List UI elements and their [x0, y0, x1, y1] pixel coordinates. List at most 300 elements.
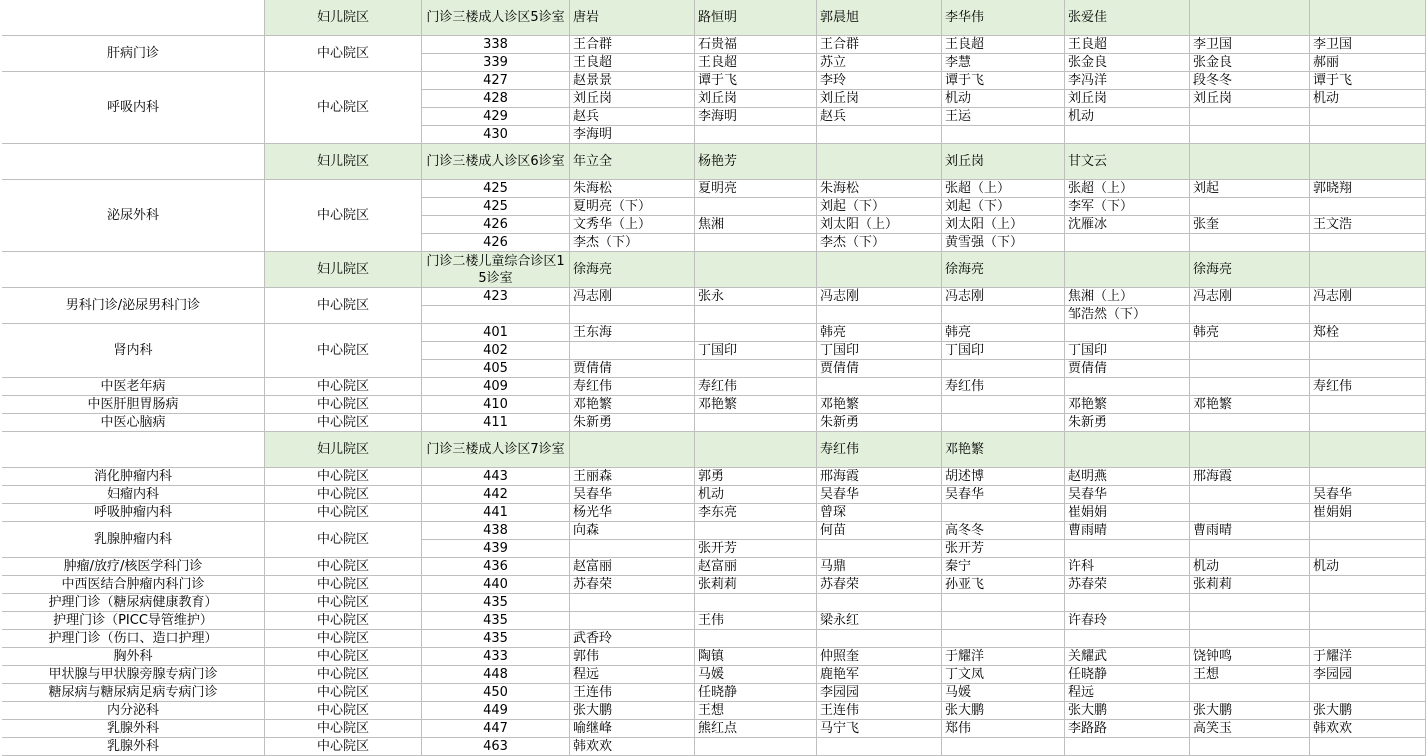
doctor-cell: 饶钟鸣 — [1190, 648, 1310, 666]
doctor-cell — [1065, 630, 1190, 648]
doctor-cell: 冯志刚 — [817, 288, 942, 306]
doctor-cell: 邓艳繁 — [1065, 396, 1190, 414]
doctor-cell — [1310, 126, 1426, 144]
doctor-cell — [695, 522, 817, 540]
doctor-cell: 于耀洋 — [942, 648, 1065, 666]
department-cell: 中西医结合肿瘤内科门诊 — [2, 576, 265, 594]
doctor-cell — [1065, 324, 1190, 342]
doctor-cell — [942, 504, 1065, 522]
doctor-cell: 邢海霞 — [817, 468, 942, 486]
doctor-cell: 李路路 — [1065, 720, 1190, 738]
doctor-cell: 丁国印 — [942, 342, 1065, 360]
doctor-cell: 朱海松 — [570, 180, 695, 198]
doctor-cell — [695, 324, 817, 342]
campus-cell: 中心院区 — [265, 666, 422, 684]
doctor-cell — [1310, 108, 1426, 126]
doctor-cell — [817, 252, 942, 288]
doctor-cell: 丁国印 — [1065, 342, 1190, 360]
department-cell: 护理门诊（PICC导管维护） — [2, 612, 265, 630]
doctor-cell: 许春玲 — [1065, 612, 1190, 630]
campus-cell: 中心院区 — [265, 72, 422, 144]
doctor-cell: 韩亮 — [817, 324, 942, 342]
doctor-cell — [695, 594, 817, 612]
doctor-cell — [942, 306, 1065, 324]
doctor-cell: 张莉莉 — [695, 576, 817, 594]
doctor-cell: 王连伟 — [817, 702, 942, 720]
room-cell: 410 — [422, 396, 570, 414]
room-cell: 441 — [422, 504, 570, 522]
doctor-cell: 寿红伟 — [695, 378, 817, 396]
doctor-cell: 于耀洋 — [1310, 648, 1426, 666]
doctor-cell — [1190, 504, 1310, 522]
doctor-cell: 谭于飞 — [695, 72, 817, 90]
department-cell: 护理门诊（糖尿病健康教育） — [2, 594, 265, 612]
campus-cell: 中心院区 — [265, 414, 422, 432]
room-cell: 425 — [422, 198, 570, 216]
doctor-cell: 张金良 — [1065, 54, 1190, 72]
doctor-cell: 唐岩 — [570, 0, 695, 36]
doctor-cell: 王伟 — [695, 612, 817, 630]
campus-cell: 中心院区 — [265, 684, 422, 702]
doctor-cell — [817, 144, 942, 180]
room-cell: 339 — [422, 54, 570, 72]
doctor-cell: 贾倩倩 — [1065, 360, 1190, 378]
doctor-cell — [1310, 684, 1426, 702]
campus-cell: 中心院区 — [265, 468, 422, 486]
department-cell — [2, 432, 265, 468]
doctor-cell: 苏春荣 — [570, 576, 695, 594]
room-cell: 450 — [422, 684, 570, 702]
campus-cell: 中心院区 — [265, 486, 422, 504]
doctor-cell: 机动 — [1310, 558, 1426, 576]
room-cell: 428 — [422, 90, 570, 108]
campus-cell: 中心院区 — [265, 576, 422, 594]
doctor-cell: 韩亮 — [1190, 324, 1310, 342]
doctor-cell: 贾倩倩 — [817, 360, 942, 378]
doctor-cell: 石贵福 — [695, 36, 817, 54]
doctor-cell — [942, 594, 1065, 612]
doctor-cell: 夏明亮 — [695, 180, 817, 198]
doctor-cell — [570, 306, 695, 324]
room-cell: 433 — [422, 648, 570, 666]
doctor-cell — [695, 252, 817, 288]
doctor-cell: 赵景景 — [570, 72, 695, 90]
doctor-cell: 梁永红 — [817, 612, 942, 630]
department-cell — [2, 252, 265, 288]
doctor-cell: 马媛 — [695, 666, 817, 684]
room-cell: 411 — [422, 414, 570, 432]
doctor-cell — [1310, 630, 1426, 648]
doctor-cell: 郑伟 — [942, 720, 1065, 738]
doctor-cell — [1190, 432, 1310, 468]
doctor-cell — [695, 234, 817, 252]
doctor-cell: 冯志刚 — [570, 288, 695, 306]
doctor-cell — [1065, 540, 1190, 558]
department-cell: 胸外科 — [2, 648, 265, 666]
doctor-cell: 李园园 — [817, 684, 942, 702]
campus-cell: 中心院区 — [265, 612, 422, 630]
doctor-cell: 张金良 — [1190, 54, 1310, 72]
doctor-cell: 机动 — [1310, 90, 1426, 108]
department-cell: 肿瘤/放疗/核医学科门诊 — [2, 558, 265, 576]
doctor-cell: 刘丘岗 — [942, 144, 1065, 180]
doctor-cell: 张超（上） — [942, 180, 1065, 198]
doctor-cell: 焦湘（上） — [1065, 288, 1190, 306]
room-cell: 429 — [422, 108, 570, 126]
doctor-cell: 熊红点 — [695, 720, 817, 738]
doctor-cell: 吴春华 — [942, 486, 1065, 504]
campus-cell: 妇儿院区 — [265, 144, 422, 180]
doctor-cell — [1190, 414, 1310, 432]
doctor-cell: 韩亮 — [942, 324, 1065, 342]
doctor-cell: 王良超 — [570, 54, 695, 72]
department-cell: 糖尿病与糖尿病足病专病门诊 — [2, 684, 265, 702]
department-cell: 中医心脑病 — [2, 414, 265, 432]
doctor-cell: 曹雨晴 — [1190, 522, 1310, 540]
doctor-cell: 张大鹏 — [1310, 702, 1426, 720]
doctor-cell: 崔娟娟 — [1065, 504, 1190, 522]
campus-cell: 妇儿院区 — [265, 432, 422, 468]
doctor-cell: 苏春荣 — [817, 576, 942, 594]
doctor-cell: 赵富丽 — [695, 558, 817, 576]
doctor-cell: 高笑玉 — [1190, 720, 1310, 738]
doctor-cell: 机动 — [1065, 108, 1190, 126]
doctor-cell: 曾琛 — [817, 504, 942, 522]
room-cell: 401 — [422, 324, 570, 342]
doctor-cell: 张大鹏 — [1065, 702, 1190, 720]
doctor-cell: 任晓静 — [695, 684, 817, 702]
doctor-cell: 丁国印 — [817, 342, 942, 360]
campus-cell: 中心院区 — [265, 180, 422, 252]
department-cell: 中医老年病 — [2, 378, 265, 396]
doctor-cell: 马宁飞 — [817, 720, 942, 738]
doctor-cell: 寿红伟 — [570, 378, 695, 396]
doctor-cell: 张超（上） — [1065, 180, 1190, 198]
doctor-cell — [1190, 540, 1310, 558]
doctor-cell — [1190, 612, 1310, 630]
doctor-cell: 郝丽 — [1310, 54, 1426, 72]
doctor-cell: 秦宁 — [942, 558, 1065, 576]
doctor-cell: 程远 — [1065, 684, 1190, 702]
campus-cell: 中心院区 — [265, 36, 422, 72]
doctor-cell: 王丽森 — [570, 468, 695, 486]
campus-cell: 中心院区 — [265, 396, 422, 414]
doctor-cell: 郭晓翔 — [1310, 180, 1426, 198]
doctor-cell — [942, 396, 1065, 414]
department-cell: 消化肿瘤内科 — [2, 468, 265, 486]
room-cell: 463 — [422, 738, 570, 756]
doctor-cell — [1190, 306, 1310, 324]
department-cell: 肾内科 — [2, 324, 265, 378]
campus-cell: 中心院区 — [265, 594, 422, 612]
doctor-cell — [1310, 594, 1426, 612]
doctor-cell: 邓艳繁 — [942, 432, 1065, 468]
doctor-cell: 向森 — [570, 522, 695, 540]
doctor-cell — [1190, 144, 1310, 180]
doctor-cell: 文秀华（上） — [570, 216, 695, 234]
room-cell: 448 — [422, 666, 570, 684]
doctor-cell — [695, 126, 817, 144]
doctor-cell — [1065, 378, 1190, 396]
doctor-cell: 王良超 — [695, 54, 817, 72]
doctor-cell — [942, 738, 1065, 756]
doctor-cell: 谭于飞 — [1310, 72, 1426, 90]
room-cell: 435 — [422, 630, 570, 648]
doctor-cell — [1310, 234, 1426, 252]
doctor-cell — [817, 630, 942, 648]
campus-cell: 妇儿院区 — [265, 252, 422, 288]
doctor-cell — [1190, 198, 1310, 216]
doctor-cell: 高冬冬 — [942, 522, 1065, 540]
doctor-cell — [1310, 342, 1426, 360]
doctor-cell: 仲照奎 — [817, 648, 942, 666]
room-cell: 447 — [422, 720, 570, 738]
doctor-cell: 李玲 — [817, 72, 942, 90]
doctor-cell: 张大鹏 — [570, 702, 695, 720]
doctor-cell: 张爱佳 — [1065, 0, 1190, 36]
doctor-cell: 段冬冬 — [1190, 72, 1310, 90]
doctor-cell — [570, 594, 695, 612]
doctor-cell: 刘丘岗 — [817, 90, 942, 108]
campus-cell: 中心院区 — [265, 630, 422, 648]
doctor-cell: 沈雁冰 — [1065, 216, 1190, 234]
room-cell: 439 — [422, 540, 570, 558]
doctor-cell — [1310, 198, 1426, 216]
department-cell: 护理门诊（伤口、造口护理） — [2, 630, 265, 648]
room-cell: 402 — [422, 342, 570, 360]
doctor-cell: 刘太阳（上） — [817, 216, 942, 234]
department-cell: 泌尿外科 — [2, 180, 265, 252]
doctor-cell — [1310, 0, 1426, 36]
doctor-cell: 徐海亮 — [942, 252, 1065, 288]
doctor-cell: 邓艳繁 — [695, 396, 817, 414]
doctor-cell: 机动 — [695, 486, 817, 504]
doctor-cell: 路恒明 — [695, 0, 817, 36]
doctor-cell — [817, 306, 942, 324]
doctor-cell: 冯志刚 — [1310, 288, 1426, 306]
doctor-cell: 王良超 — [942, 36, 1065, 54]
room-cell: 423 — [422, 288, 570, 306]
doctor-cell: 鹿艳军 — [817, 666, 942, 684]
doctor-cell — [1065, 738, 1190, 756]
doctor-cell: 胡述博 — [942, 468, 1065, 486]
doctor-cell: 马鼎 — [817, 558, 942, 576]
doctor-cell — [942, 126, 1065, 144]
doctor-cell: 冯志刚 — [942, 288, 1065, 306]
doctor-cell: 郑栓 — [1310, 324, 1426, 342]
doctor-cell: 焦湘 — [695, 216, 817, 234]
department-cell — [2, 144, 265, 180]
doctor-cell — [695, 198, 817, 216]
doctor-cell: 李杰（下） — [570, 234, 695, 252]
doctor-cell — [1190, 108, 1310, 126]
room-cell: 435 — [422, 612, 570, 630]
campus-cell: 中心院区 — [265, 324, 422, 378]
department-cell: 甲状腺与甲状腺旁腺专病门诊 — [2, 666, 265, 684]
doctor-cell — [1190, 360, 1310, 378]
doctor-cell — [1190, 234, 1310, 252]
room-cell: 425 — [422, 180, 570, 198]
doctor-cell — [1310, 522, 1426, 540]
doctor-cell: 刘丘岗 — [570, 90, 695, 108]
doctor-cell — [1190, 342, 1310, 360]
campus-cell: 中心院区 — [265, 378, 422, 396]
department-cell: 呼吸肿瘤内科 — [2, 504, 265, 522]
doctor-cell: 王东海 — [570, 324, 695, 342]
doctor-cell: 李卫国 — [1310, 36, 1426, 54]
room-cell: 449 — [422, 702, 570, 720]
department-cell: 中医肝胆胃肠病 — [2, 396, 265, 414]
room-cell: 440 — [422, 576, 570, 594]
doctor-cell: 程远 — [570, 666, 695, 684]
doctor-cell: 苏春荣 — [1065, 576, 1190, 594]
doctor-cell: 张大鹏 — [1190, 702, 1310, 720]
doctor-cell: 张永 — [695, 288, 817, 306]
doctor-cell: 李杰（下） — [817, 234, 942, 252]
doctor-cell — [1065, 252, 1190, 288]
doctor-cell — [1310, 414, 1426, 432]
doctor-cell — [942, 360, 1065, 378]
campus-cell: 中心院区 — [265, 288, 422, 324]
doctor-cell: 刘起（下） — [817, 198, 942, 216]
doctor-cell: 刘起 — [1190, 180, 1310, 198]
doctor-cell: 李华伟 — [942, 0, 1065, 36]
doctor-cell: 吴春华 — [570, 486, 695, 504]
doctor-cell: 关耀武 — [1065, 648, 1190, 666]
doctor-cell: 李冯洋 — [1065, 72, 1190, 90]
doctor-cell: 张莉莉 — [1190, 576, 1310, 594]
doctor-cell: 崔娟娟 — [1310, 504, 1426, 522]
doctor-cell — [570, 432, 695, 468]
department-cell: 乳腺外科 — [2, 720, 265, 738]
doctor-cell: 赵明燕 — [1065, 468, 1190, 486]
doctor-cell: 吴春华 — [817, 486, 942, 504]
doctor-cell: 刘丘岗 — [695, 90, 817, 108]
doctor-cell — [695, 630, 817, 648]
room-cell: 426 — [422, 234, 570, 252]
doctor-cell — [570, 540, 695, 558]
doctor-cell: 任晓静 — [1065, 666, 1190, 684]
doctor-cell: 李军（下） — [1065, 198, 1190, 216]
doctor-cell — [570, 612, 695, 630]
doctor-cell: 丁文凤 — [942, 666, 1065, 684]
doctor-cell: 寿红伟 — [942, 378, 1065, 396]
doctor-cell: 武香玲 — [570, 630, 695, 648]
doctor-cell: 刘丘岗 — [1190, 90, 1310, 108]
doctor-cell: 王合群 — [570, 36, 695, 54]
doctor-cell: 赵富丽 — [570, 558, 695, 576]
doctor-cell — [1065, 126, 1190, 144]
department-cell: 乳腺肿瘤内科 — [2, 522, 265, 558]
doctor-cell: 马媛 — [942, 684, 1065, 702]
room-cell: 409 — [422, 378, 570, 396]
doctor-cell: 杨光华 — [570, 504, 695, 522]
doctor-cell: 夏明亮（下） — [570, 198, 695, 216]
doctor-cell — [1310, 252, 1426, 288]
doctor-cell: 机动 — [1190, 558, 1310, 576]
doctor-cell — [1310, 396, 1426, 414]
doctor-cell: 徐海亮 — [570, 252, 695, 288]
doctor-cell: 邓艳繁 — [1190, 396, 1310, 414]
doctor-cell — [1310, 306, 1426, 324]
doctor-cell: 李海明 — [570, 126, 695, 144]
doctor-cell — [1310, 576, 1426, 594]
room-cell: 门诊三楼成人诊区6诊室 — [422, 144, 570, 180]
doctor-cell — [1065, 432, 1190, 468]
doctor-cell — [1310, 738, 1426, 756]
doctor-cell: 谭于飞 — [942, 72, 1065, 90]
doctor-cell: 机动 — [942, 90, 1065, 108]
doctor-cell: 邹浩然（下） — [1065, 306, 1190, 324]
doctor-cell: 张开芳 — [695, 540, 817, 558]
room-cell: 430 — [422, 126, 570, 144]
room-cell: 438 — [422, 522, 570, 540]
doctor-cell: 张大鹏 — [942, 702, 1065, 720]
doctor-cell — [1310, 360, 1426, 378]
doctor-cell: 曹雨晴 — [1065, 522, 1190, 540]
doctor-cell — [695, 414, 817, 432]
department-cell: 呼吸内科 — [2, 72, 265, 144]
campus-cell: 中心院区 — [265, 522, 422, 558]
doctor-cell: 年立全 — [570, 144, 695, 180]
doctor-cell: 赵兵 — [817, 108, 942, 126]
doctor-cell — [942, 630, 1065, 648]
doctor-cell: 王良超 — [1065, 36, 1190, 54]
doctor-cell: 李卫国 — [1190, 36, 1310, 54]
doctor-cell — [1190, 630, 1310, 648]
doctor-cell — [817, 738, 942, 756]
doctor-cell: 徐海亮 — [1190, 252, 1310, 288]
doctor-cell: 朱新勇 — [1065, 414, 1190, 432]
department-cell: 乳腺外科 — [2, 738, 265, 756]
doctor-cell: 朱新勇 — [570, 414, 695, 432]
doctor-cell — [817, 594, 942, 612]
doctor-cell — [1310, 540, 1426, 558]
room-cell: 442 — [422, 486, 570, 504]
campus-cell: 中心院区 — [265, 702, 422, 720]
room-cell: 405 — [422, 360, 570, 378]
doctor-cell: 王运 — [942, 108, 1065, 126]
doctor-cell: 张奎 — [1190, 216, 1310, 234]
room-cell: 门诊三楼成人诊区7诊室 — [422, 432, 570, 468]
doctor-cell: 许科 — [1065, 558, 1190, 576]
doctor-cell: 张开芳 — [942, 540, 1065, 558]
campus-cell: 中心院区 — [265, 648, 422, 666]
doctor-cell: 王合群 — [817, 36, 942, 54]
room-cell: 443 — [422, 468, 570, 486]
doctor-cell: 邓艳繁 — [570, 396, 695, 414]
doctor-cell: 朱新勇 — [817, 414, 942, 432]
doctor-cell: 孙亚飞 — [942, 576, 1065, 594]
doctor-cell: 郭勇 — [695, 468, 817, 486]
room-cell: 门诊二楼儿童综合诊区15诊室 — [422, 252, 570, 288]
doctor-cell: 李海明 — [695, 108, 817, 126]
doctor-cell: 韩欢欢 — [1310, 720, 1426, 738]
doctor-cell — [695, 738, 817, 756]
doctor-cell — [1065, 234, 1190, 252]
doctor-cell: 刘起（下） — [942, 198, 1065, 216]
room-cell: 436 — [422, 558, 570, 576]
doctor-cell — [1310, 612, 1426, 630]
room-cell: 435 — [422, 594, 570, 612]
doctor-cell: 杨艳芳 — [695, 144, 817, 180]
doctor-cell: 苏立 — [817, 54, 942, 72]
doctor-cell: 李慧 — [942, 54, 1065, 72]
doctor-cell: 吴春华 — [1310, 486, 1426, 504]
doctor-cell — [817, 540, 942, 558]
doctor-cell: 何苗 — [817, 522, 942, 540]
doctor-cell: 黄雪强（下） — [942, 234, 1065, 252]
